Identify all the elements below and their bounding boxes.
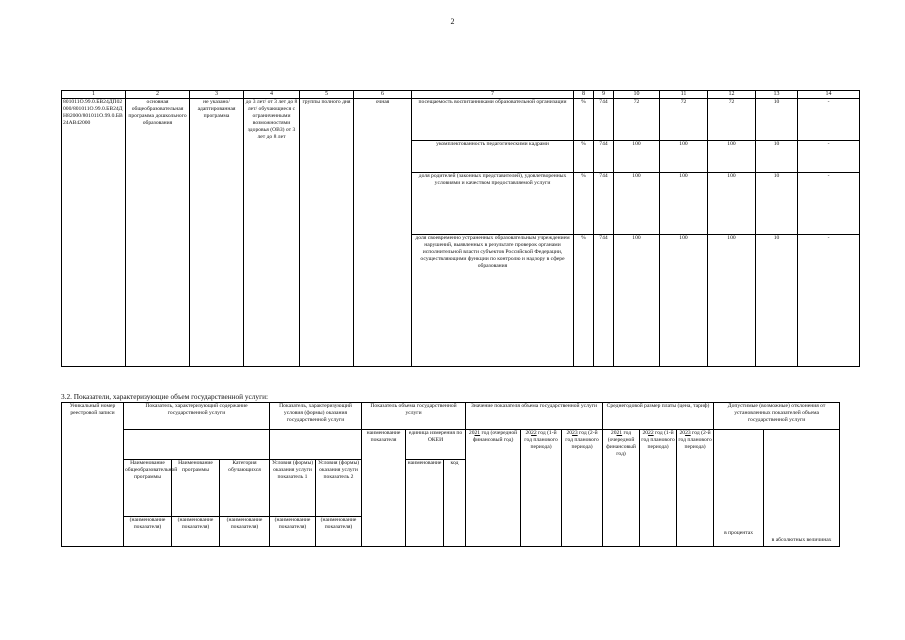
- group-cell: группы полного дня: [300, 99, 354, 367]
- unit-cell: %: [574, 99, 594, 141]
- indicator-name-cell: (наименование показателя): [220, 517, 270, 547]
- values-header: Значение показателя объема государственной услуги: [466, 403, 603, 430]
- deviation-pct-cell: 10: [756, 99, 798, 141]
- registry-number-cell: 801011О.99.0.БВ24ДП02000/801011О.99.0.БВ24ДН82000/801011О.99.0.БВ24АВ42000: [62, 99, 126, 367]
- indicator-cell: доля родителей (законных представителей), удовлетворенных условиями и качеством предоставляемой услуги: [412, 173, 574, 235]
- value-cell: 100: [708, 235, 756, 367]
- volume-unit-header: единица измерения по ОКЕИ: [406, 430, 466, 460]
- price-header: Среднегодовой размер платы (цена, тариф): [603, 403, 714, 430]
- value-cell: 72: [660, 99, 708, 141]
- col-number: 14: [798, 91, 860, 99]
- deviation-pct-cell: 10: [756, 141, 798, 173]
- value-cell: 100: [660, 141, 708, 173]
- subheader-cell: Условия (формы) оказания услуги показатель 1: [270, 460, 316, 517]
- col-number: 9: [594, 91, 614, 99]
- unit-code-header: код: [444, 460, 466, 547]
- price-year2-header: 2022 год (1-й год планового периода): [640, 430, 677, 547]
- col-number: 11: [660, 91, 708, 99]
- indicator-cell: посещаемость воспитанниками образовательной организации: [412, 99, 574, 141]
- table-header-row: [62, 403, 840, 430]
- unit-cell: %: [574, 141, 594, 173]
- table-row: [62, 99, 860, 141]
- deviation-abs-cell: -: [798, 235, 860, 367]
- value-cell: 100: [708, 173, 756, 235]
- empty-cell: [124, 430, 270, 460]
- price-year3-header: 2023 год (2-й год планового периода): [677, 430, 714, 547]
- section-title: 3.2. Показатели, характеризующие объем государственной услуги:: [61, 392, 269, 401]
- okei-cell: 744: [594, 173, 614, 235]
- conditions-header: Показатель, характеризующий условия (формы) оказания государственной услуги: [270, 403, 362, 430]
- value-cell: 100: [614, 141, 660, 173]
- unit-cell: %: [574, 235, 594, 367]
- indicator-name-cell: (наименование показателя): [270, 517, 316, 547]
- volume-header: Показатель объема государственной услуги: [362, 403, 466, 430]
- okei-cell: 744: [594, 235, 614, 367]
- page-number: 2: [450, 17, 455, 26]
- indicator-cell: доля своевременно устраненных образовательным учреждением нарушений, выявленных в результате проверок органами исполнительной власти субъектов Российской Федерации, осуществляющими функции по контролю и надзору в сфере образования: [412, 235, 574, 367]
- deviation-abs-cell: -: [798, 173, 860, 235]
- deviation-pct-cell: 10: [756, 235, 798, 367]
- age-cell: до 3 лет/ от 3 лет до 8 лет/ обучающиеся с ограниченными возможностями здоровья (ОВЗ) от 3 лет до 8 лет: [244, 99, 300, 367]
- col-number: 1: [62, 91, 126, 99]
- deviation-pct-header: в процентах: [714, 430, 764, 547]
- value-cell: 100: [660, 173, 708, 235]
- table-header-row: [62, 91, 860, 99]
- unit-name-header: наименование: [406, 460, 444, 547]
- program-cell: основная общеобразовательная программа дошкольного образования: [126, 99, 190, 367]
- col-number: 4: [244, 91, 300, 99]
- okei-cell: 744: [594, 99, 614, 141]
- col-number: 2: [126, 91, 190, 99]
- value-year1-header: 2021 год (очередной финансовый год): [466, 430, 521, 547]
- okei-cell: 744: [594, 141, 614, 173]
- deviation-abs-cell: -: [798, 99, 860, 141]
- col-number: 8: [574, 91, 594, 99]
- quality-indicators-table: [61, 90, 860, 367]
- value-cell: 100: [614, 173, 660, 235]
- col-number: 13: [756, 91, 798, 99]
- deviation-abs-cell: -: [798, 141, 860, 173]
- deviation-abs-header: в абсолютных величинах: [764, 430, 840, 547]
- value-cell: 100: [614, 235, 660, 367]
- value-cell: 72: [708, 99, 756, 141]
- value-year2-header: 2022 год (1-й год планового периода): [521, 430, 562, 547]
- subheader-cell: Наименование общеобразовательной программы: [124, 460, 172, 517]
- registry-header: Уникальный номер реестровой записи: [62, 403, 124, 547]
- col-number: 5: [300, 91, 354, 99]
- table-header-row: [62, 430, 840, 460]
- deviation-pct-cell: 10: [756, 173, 798, 235]
- content-header: Показатель, характеризующий содержание государственной услуги: [124, 403, 270, 430]
- price-year1-header: 2021 год (очередной финансовый год): [603, 430, 640, 547]
- volume-name-header: наименование показателя: [362, 430, 406, 547]
- col-number: 7: [412, 91, 574, 99]
- col-number: 12: [708, 91, 756, 99]
- subheader-cell: Условия (формы) оказания услуги показатель 2: [316, 460, 362, 517]
- deviation-header: Допустимые (возможные) отклонения от установленных показателей объема государственной услуги: [714, 403, 840, 430]
- col-number: 10: [614, 91, 660, 99]
- indicator-name-cell: (наименование показателя): [172, 517, 220, 547]
- volume-indicators-table: [61, 402, 840, 547]
- unit-cell: %: [574, 173, 594, 235]
- indicator-name-cell: (наименование показателя): [316, 517, 362, 547]
- value-cell: 72: [614, 99, 660, 141]
- subheader-cell: Категория обучающихся: [220, 460, 270, 517]
- value-cell: 100: [708, 141, 756, 173]
- indicator-name-cell: (наименование показателя): [124, 517, 172, 547]
- indicator-cell: укомплектованность педагогическими кадрами: [412, 141, 574, 173]
- col-number: 3: [190, 91, 244, 99]
- value-year3-header: 2023 год (2-й год планового периода): [562, 430, 603, 547]
- subheader-cell: Наименование программы: [172, 460, 220, 517]
- col-number: 6: [354, 91, 412, 99]
- value-cell: 100: [660, 235, 708, 367]
- form-cell: очная: [354, 99, 412, 367]
- empty-cell: [270, 430, 362, 460]
- category-cell: не указано/ адаптированная программа: [190, 99, 244, 367]
